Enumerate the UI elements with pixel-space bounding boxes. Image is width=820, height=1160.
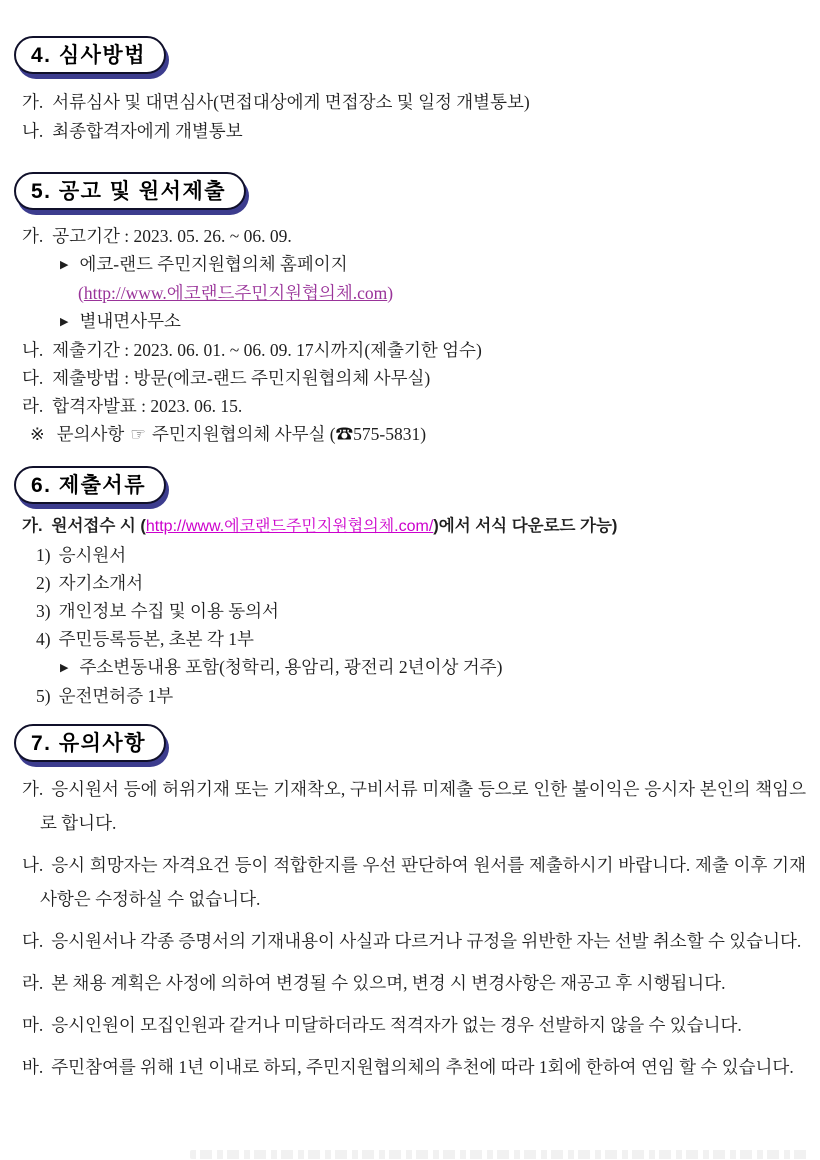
item-label: 가. (22, 517, 43, 535)
phone-number: 575-5831) (353, 424, 427, 444)
item-text: 운전면허증 1부 (58, 686, 174, 706)
item-label: 나. (22, 855, 44, 875)
item-number: 4) (36, 629, 51, 649)
item-text: 개인정보 수집 및 이용 동의서 (58, 601, 279, 621)
open-paren: ( (78, 283, 84, 303)
item-number: 3) (36, 601, 51, 621)
note-text: 주민지원협의체 사무실 ( (152, 424, 336, 444)
item-label: 가. (22, 779, 44, 799)
section-4-header-row (14, 36, 820, 74)
item-text: 최종합격자에게 개별통보 (52, 121, 243, 141)
paragraph-text: 응시 희망자는 자격요건 등이 적합한지를 우선 판단하여 원서를 제출하시기 바랍니다. 제출 이후 기재사항은 수정하실 수 없습니다. (40, 855, 806, 909)
list-item (22, 336, 806, 364)
list-item (22, 88, 806, 117)
item-label: 나. (22, 340, 44, 360)
numbered-item (36, 682, 806, 710)
item-text: 주민등록등본, 초본 각 1부 (58, 629, 254, 649)
inquiry-note (30, 420, 806, 448)
numbered-item (36, 569, 806, 597)
item-text: 제출방법 : 방문(에코-랜드 주민지원협의체 사무실) (52, 368, 431, 388)
section-5-body (0, 222, 820, 448)
section-4-body (0, 88, 820, 146)
paragraph-text: 주민참여를 위해 1년 이내로 하되, 주민지원협의체의 추천에 따라 1회에 한하여 연임 할 수 있습니다. (51, 1057, 794, 1077)
item-text: 합격자발표 : 2023. 06. 15. (52, 396, 243, 416)
reception-line (22, 512, 806, 541)
item-text: 자기소개서 (58, 573, 144, 593)
item-text: 서류심사 및 대면심사(면접대상에게 면접장소 및 일정 개별통보) (52, 92, 530, 112)
notice-paragraph (22, 966, 806, 1000)
numbered-item (36, 541, 806, 569)
download-url-link[interactable]: http://www.에코랜드주민지원협의체.com/ (145, 518, 434, 535)
triangle-bullet-icon: ▶ (60, 662, 69, 674)
item-number: 2) (36, 573, 51, 593)
numbered-item (36, 597, 806, 625)
pointing-finger-icon: ☞ (130, 424, 146, 444)
item-number: 5) (36, 686, 51, 706)
item-label: 마. (22, 1015, 44, 1035)
paragraph-text: 응시원서나 각종 증명서의 기재내용이 사실과 다르거나 규정을 위반한 자는 선발 취소할 수 있습니다. (51, 931, 802, 951)
item-label: 다. (22, 368, 44, 388)
item-label: 나. (22, 121, 44, 141)
bullet-item (60, 307, 806, 336)
notice-paragraph (22, 924, 806, 958)
item-label: 바. (22, 1057, 44, 1077)
section-7-header-row (14, 724, 820, 762)
list-item (22, 364, 806, 392)
item-label: 가. (22, 226, 44, 246)
homepage-url-link[interactable]: http://www.에코랜드주민지원협의체.com (83, 283, 388, 303)
section-6-header-row (14, 466, 820, 504)
section-5-header-row (14, 172, 820, 210)
notice-paragraph (22, 1050, 806, 1084)
item-label: 가. (22, 92, 44, 112)
note-text: 문의사항 (56, 424, 125, 444)
paragraph-text: 응시원서 등에 허위기재 또는 기재착오, 구비서류 미제출 등으로 인한 불이익은 응시자 본인의 책임으로 합니다. (40, 779, 806, 833)
item-text: 제출기간 : 2023. 06. 01. ~ 06. 09. 17시까지(제출기한 엄수) (52, 340, 482, 360)
section-6-title: 6. 제출서류 (14, 466, 166, 504)
item-text: 공고기간 : 2023. 05. 26. ~ 06. 09. (52, 226, 292, 246)
item-label: 라. (22, 973, 44, 993)
triangle-bullet-icon: ▶ (60, 259, 69, 271)
item-number: 1) (36, 545, 51, 565)
section-5-title: 5. 공고 및 원서제출 (14, 172, 246, 210)
item-label: 다. (22, 931, 44, 951)
item-label: 라. (22, 396, 44, 416)
section-4-title: 4. 심사방법 (14, 36, 166, 74)
telephone-icon: ☎ (335, 424, 354, 444)
list-item (22, 117, 806, 146)
bullet-text: 주소변동내용 포함(청학리, 용암리, 광전리 2년이상 거주) (79, 657, 503, 677)
bullet-item (60, 250, 806, 279)
bullet-text: 에코-랜드 주민지원협의체 홈페이지 (79, 254, 348, 274)
section-7-title: 7. 유의사항 (14, 724, 166, 762)
notice-paragraph (22, 772, 806, 840)
section-7-body (0, 772, 820, 1084)
homepage-link-line (78, 279, 806, 307)
reception-text: )에서 서식 다운로드 가능) (433, 517, 618, 535)
reference-mark-icon: ※ (30, 424, 45, 444)
triangle-bullet-icon: ▶ (60, 316, 69, 328)
bullet-item (60, 653, 806, 682)
notice-paragraph (22, 1008, 806, 1042)
notice-paragraph (22, 848, 806, 916)
section-6-body (0, 512, 820, 710)
paragraph-text: 응시인원이 모집인원과 같거나 미달하더라도 적격자가 없는 경우 선발하지 않을 수 있습니다. (51, 1015, 742, 1035)
reception-text: 원서접수 시 ( (51, 517, 146, 535)
bullet-text: 별내면사무소 (79, 311, 181, 331)
page-bottom-cutoff-artifact (190, 1150, 808, 1159)
list-item (22, 392, 806, 420)
list-item (22, 222, 806, 250)
item-text: 응시원서 (58, 545, 127, 565)
numbered-item (36, 625, 806, 653)
close-paren: ) (387, 283, 394, 303)
paragraph-text: 본 채용 계획은 사정에 의하여 변경될 수 있으며, 변경 시 변경사항은 재공고 후 시행됩니다. (51, 973, 726, 993)
